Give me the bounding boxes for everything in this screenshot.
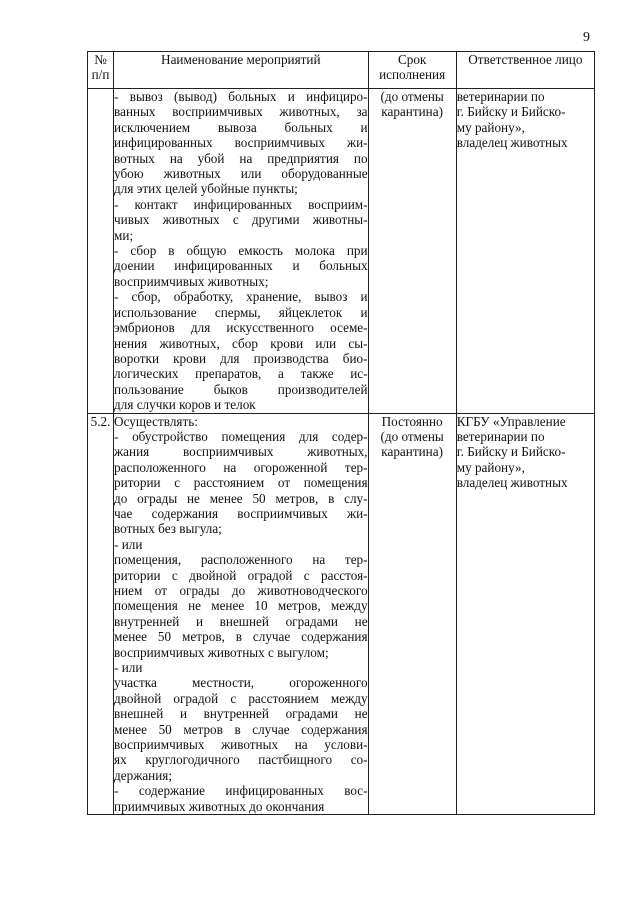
text-line: менее 50 метров в случае содержания: [114, 721, 368, 737]
text-line: двойной оградой с расстоянием между: [114, 690, 368, 706]
responsible-cell: [456, 89, 594, 414]
text-line: для этих целей убойные пункты;: [114, 181, 298, 197]
responsible-cell: [456, 413, 594, 815]
text-line: вотных на убой на предприятия по: [114, 150, 368, 166]
responsible-line: КГБУ «Управление: [456, 413, 566, 429]
responsible-line: ветеринарии по: [456, 428, 545, 444]
header-row: [88, 52, 595, 89]
text-line: пользование быков производителей: [114, 381, 368, 397]
term-cell: [368, 89, 456, 414]
responsible-line: ветеринарии по: [456, 89, 545, 104]
text-line: расположенного на огороженной тер-: [114, 459, 368, 475]
text-line: - обустройство помещения для содер-: [114, 428, 368, 444]
term-line: карантина): [381, 104, 443, 120]
text-line: внешней и внутренней оградами не: [114, 706, 368, 722]
text-line: жания восприимчивых животных,: [114, 444, 368, 460]
responsible-line: владелец животных: [456, 475, 568, 491]
text-line: ми;: [114, 227, 134, 243]
text-line: внутренней и внешней оградами не: [114, 613, 368, 629]
text-line: помещения не менее 10 метров, между: [114, 598, 368, 614]
text-line: менее 50 метров, в случае содержания: [114, 629, 368, 645]
page-number: 9: [583, 30, 590, 45]
text-line: - или: [114, 536, 143, 552]
header-name: Наименование мероприятий: [114, 52, 369, 89]
responsible-line: му району»,: [456, 459, 525, 475]
text-line: приимчивых животных до окончания: [114, 798, 325, 814]
text-line: использование спермы, яйцеклеток и: [114, 304, 368, 320]
text-line: воротки крови для производства био-: [114, 350, 368, 366]
text-line: Осуществлять:: [114, 413, 198, 429]
row-number: [88, 89, 114, 414]
text-line: нием от ограды до животноводческого: [114, 583, 368, 598]
text-line: - вывоз (вывод) больных и инфициро-: [114, 89, 368, 104]
text-line: участка местности, огороженного: [114, 675, 368, 691]
text-line: восприимчивых животных;: [114, 273, 269, 289]
table-row: [88, 89, 595, 414]
term-line: (до отмены: [380, 428, 444, 444]
text-line: чивых животных с другими животны-: [114, 212, 368, 228]
text-line: убою животных или оборудованные: [114, 166, 368, 182]
term-line: (до отмены: [380, 89, 444, 104]
text-line: для случки коров и телок: [114, 397, 256, 413]
term-cell: [368, 413, 456, 815]
measure-description: [114, 413, 369, 815]
text-line: до ограды не менее 50 метров, в слу-: [114, 490, 368, 506]
text-line: - сбор в общую емкость молока при: [114, 243, 368, 259]
text-line: - контакт инфицированных восприим-: [114, 196, 368, 212]
text-line: - сбор, обработку, хранение, вывоз и: [114, 289, 368, 305]
text-line: восприимчивых животных с выгулом;: [114, 644, 329, 660]
measure-description: [114, 89, 369, 414]
responsible-line: г. Бийску и Бийско-: [456, 104, 566, 120]
responsible-line: му району»,: [456, 119, 525, 135]
row-number: 5.2.: [88, 413, 114, 815]
term-line: Постоянно: [381, 413, 443, 429]
text-line: ях круглогодичного пастбищного со-: [114, 752, 368, 768]
term-line: карантина): [381, 444, 443, 460]
table-row: [88, 413, 595, 815]
text-line: ванных восприимчивых животных, за: [114, 104, 368, 120]
text-line: - содержание инфицированных вос-: [114, 783, 368, 799]
text-line: ритории с расстоянием от помещения: [114, 475, 368, 491]
text-line: вотных без выгула;: [114, 521, 222, 537]
text-line: эмбрионов для искусственного осеме-: [114, 320, 368, 336]
text-line: нения животных, сбор крови или сы-: [114, 335, 368, 351]
text-line: доении инфицированных и больных: [114, 258, 368, 274]
header-responsible: Ответственное лицо: [456, 52, 594, 89]
text-line: держания;: [114, 767, 173, 783]
responsible-line: г. Бийску и Бийско-: [456, 444, 566, 460]
text-line: логических препаратов, а также ис-: [114, 366, 368, 382]
measures-table: [87, 51, 595, 815]
text-line: инфицированных восприимчивых жи-: [114, 135, 368, 151]
text-line: восприимчивых животных на услови-: [114, 737, 368, 753]
text-line: исключением вывоза больных и: [114, 119, 368, 135]
text-line: - или: [114, 660, 143, 676]
responsible-line: владелец животных: [456, 135, 568, 151]
text-line: чае содержания восприимчивых жи-: [114, 505, 368, 521]
header-num: № п/п: [88, 52, 114, 89]
header-term: Срок исполнения: [368, 52, 456, 89]
text-line: ритории с двойной оградой с расстоя-: [114, 567, 368, 583]
text-line: помещения, расположенного на тер-: [114, 552, 368, 568]
